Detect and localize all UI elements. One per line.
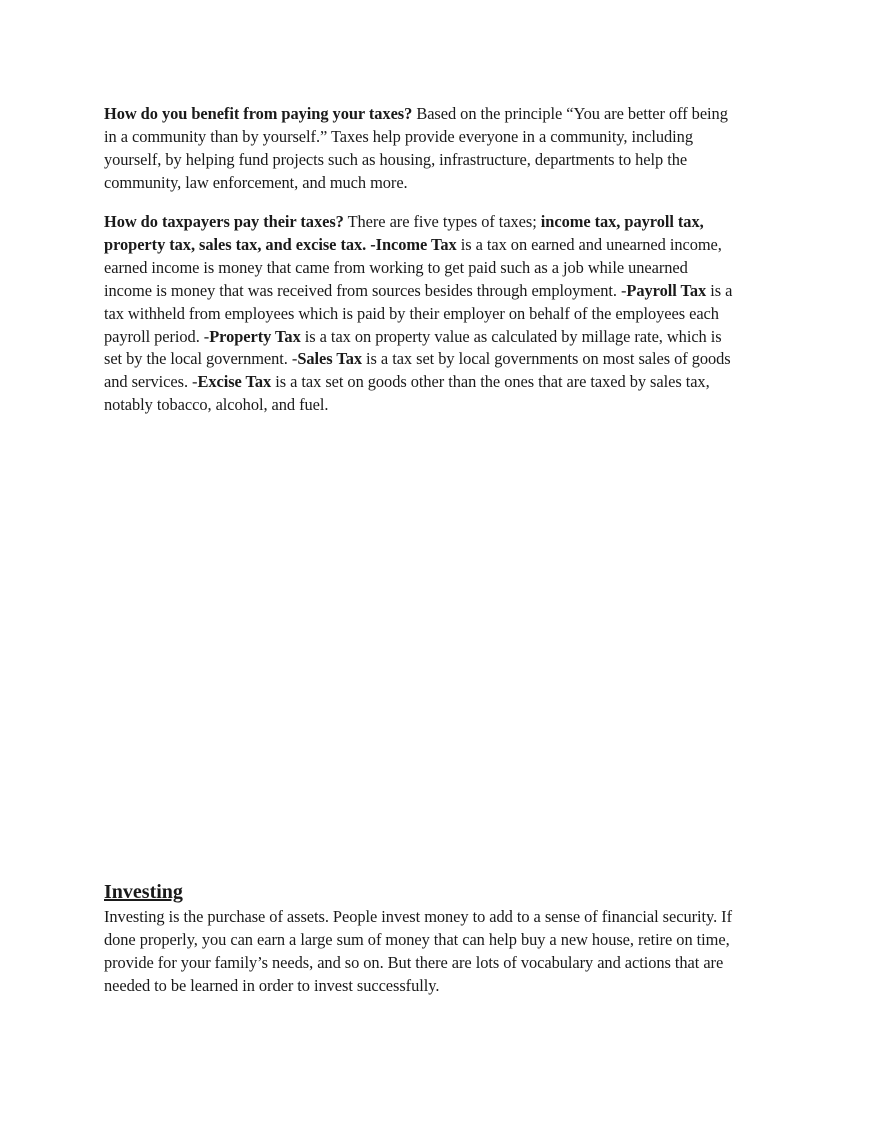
text-run: payroll period. - <box>104 326 210 346</box>
text-line <box>104 371 784 394</box>
bold-text-run: Payroll Tax <box>626 280 707 300</box>
text-run: yourself, by helping fund projects such as housing, infrastructure, departments to help the <box>104 149 688 169</box>
text-line <box>104 257 784 280</box>
bold-text-run: Property Tax <box>209 326 301 346</box>
text-run: tax withheld from employees which is paid by their employer on behalf of the employees each <box>104 303 719 323</box>
text-run: is a tax on earned and unearned income, <box>456 234 722 254</box>
text-line <box>104 149 784 172</box>
text-run: is a tax on property value as calculated by millage rate, which is <box>300 326 722 346</box>
text-line <box>104 348 784 371</box>
section-heading-investing: Investing <box>104 881 183 903</box>
text-line <box>104 126 784 149</box>
text-run: is a tax set by local governments on most sales of goods <box>362 349 731 369</box>
text-run: done properly, you can earn a large sum of money that can help buy a new house, retire on time, <box>104 929 730 949</box>
text-run: needed to be learned in order to invest successfully. <box>104 975 440 995</box>
text-line <box>104 326 784 349</box>
text-line <box>104 280 784 303</box>
text-run: earned income is money that came from working to get paid such as a job while unearned <box>104 257 688 277</box>
text-run: There are five types of taxes; <box>343 212 541 231</box>
bold-text-run: Sales Tax <box>297 349 362 369</box>
text-line <box>104 975 784 998</box>
paragraph-tax-types <box>104 211 784 417</box>
text-run: is a <box>706 280 733 300</box>
text-run: and services. - <box>104 372 198 392</box>
bold-text-run: Excise Tax <box>197 372 272 392</box>
text-line <box>104 234 784 257</box>
text-line <box>104 103 784 126</box>
text-run: community, law enforcement, and much more. <box>104 172 408 192</box>
bold-text-run: How do you benefit from paying your taxes? <box>104 104 413 123</box>
text-run: notably tobacco, alcohol, and fuel. <box>104 395 329 415</box>
text-run: provide for your family’s needs, and so on. But there are lots of vocabulary and actions that are <box>104 952 724 972</box>
paragraph-tax-benefits <box>104 103 784 195</box>
bold-text-run: property tax, sales tax, and excise tax. -Income Tax <box>104 234 457 254</box>
text-line <box>104 952 784 975</box>
text-line <box>104 172 784 195</box>
text-line <box>104 303 784 326</box>
bold-text-run: income tax, payroll tax, <box>540 212 704 231</box>
bold-text-run: How do taxpayers pay their taxes? <box>104 212 344 231</box>
text-run: set by the local government. - <box>104 349 298 369</box>
text-line <box>104 211 784 234</box>
text-run: income is money that was received from sources besides through employment. - <box>104 280 627 300</box>
text-run: Investing is the purchase of assets. People invest money to add to a sense of financial security. If <box>104 907 732 926</box>
text-run: is a tax set on goods other than the ones that are taxed by sales tax, <box>271 372 710 392</box>
text-run: in a community than by yourself.” Taxes help provide everyone in a community, including <box>104 126 693 146</box>
text-run: Based on the principle “You are better off being <box>412 104 728 123</box>
text-line <box>104 394 784 417</box>
text-line <box>104 929 784 952</box>
text-line <box>104 906 784 929</box>
paragraph-investing <box>104 906 784 998</box>
